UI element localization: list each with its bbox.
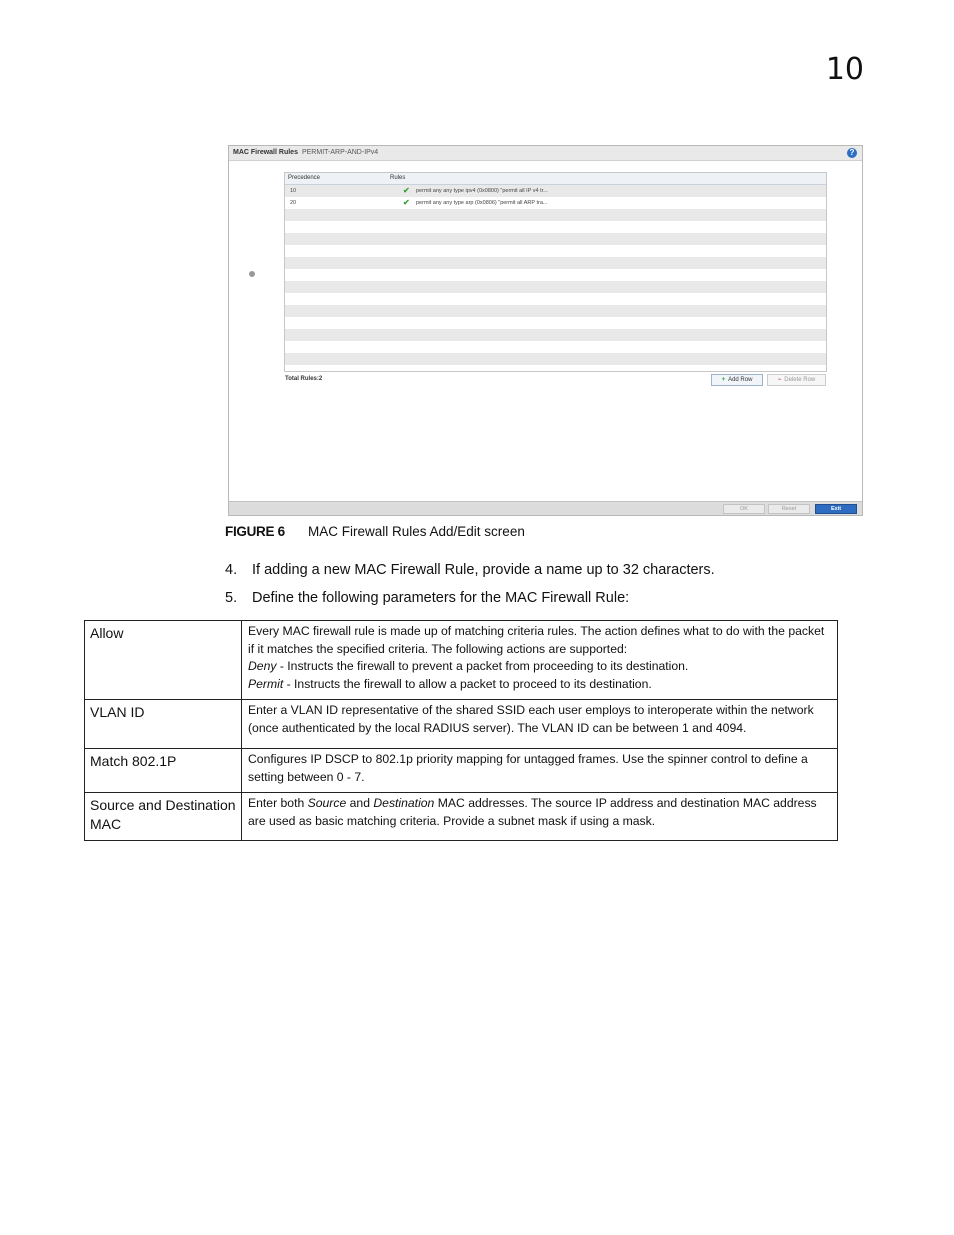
check-icon: ✔ — [403, 186, 410, 195]
desc-and: and — [346, 796, 374, 810]
empty-row — [285, 245, 826, 257]
empty-row — [285, 221, 826, 233]
desc-post: MAC addresses. The source IP address and destination MAC address are used as basic matching criteria. Provide a subnet mask if using a mask. — [248, 796, 817, 828]
status-dot-icon — [249, 271, 255, 277]
step-text-pre: If adding a new — [252, 562, 355, 578]
permit-line — [248, 676, 831, 694]
empty-row — [285, 353, 826, 365]
empty-row — [285, 329, 826, 341]
reset-button[interactable]: Reset — [768, 504, 810, 514]
permit-term: Permit — [248, 676, 284, 691]
empty-row — [285, 317, 826, 329]
source-term: Source — [307, 796, 347, 810]
plus-icon: + — [721, 377, 726, 383]
step-number: 5. — [225, 590, 238, 606]
figure-caption — [225, 524, 525, 539]
delete-row-label: Delete Row — [784, 377, 816, 383]
param-desc-main: Every MAC firewall rule is made up of matching criteria rules. The action defines what to do with the packet if it matches the specified criteria. The following actions are supported: — [248, 624, 825, 656]
table-row[interactable] — [285, 185, 826, 197]
deny-term: Deny — [248, 659, 277, 673]
empty-row — [285, 233, 826, 245]
empty-row — [285, 269, 826, 281]
figure-label: FIGURE 6 — [225, 524, 285, 539]
empty-row — [285, 341, 826, 353]
step-text — [252, 562, 715, 578]
rules-table-header — [285, 173, 826, 185]
rule-cell: permit any any type ipv4 (0x0800) "permit all IP v4 tr... — [416, 188, 548, 194]
add-row-button[interactable] — [711, 374, 763, 386]
figure-title: MAC Firewall Rules Add/Edit screen — [308, 524, 525, 539]
help-icon[interactable]: ? — [847, 148, 857, 158]
param-name: Match 802.1P — [85, 749, 242, 793]
minus-icon: − — [777, 377, 782, 383]
parameters-table — [84, 620, 838, 841]
table-row — [85, 793, 838, 841]
permit-text: - Instructs the firewall to allow a packet to proceed to its destination. — [283, 676, 652, 691]
ok-button[interactable]: OK — [723, 504, 765, 514]
destination-term: Destination — [373, 796, 435, 810]
screen-title: MAC Firewall Rules — [233, 149, 298, 156]
check-icon: ✔ — [403, 198, 410, 207]
deny-text: - Instructs the firewall to prevent a packet from proceeding to its destination. — [276, 659, 689, 673]
table-row — [85, 700, 838, 749]
screen-header — [229, 146, 862, 161]
screen-footer — [229, 501, 862, 515]
chapter-number: 10 — [825, 52, 864, 87]
param-description — [242, 793, 838, 841]
empty-row — [285, 209, 826, 221]
deny-line — [248, 658, 831, 676]
step-text-term: MAC Firewall Rule, — [354, 562, 479, 578]
empty-row — [285, 293, 826, 305]
precedence-cell: 10 — [290, 188, 297, 194]
mac-firewall-rules-screenshot — [228, 145, 863, 516]
param-description: Configures IP DSCP to 802.1p priority mapping for untagged frames. Use the spinner control to define a setting between 0 - 7. — [242, 749, 838, 793]
add-row-label: Add Row — [728, 377, 753, 383]
desc-pre: Enter both — [248, 796, 308, 810]
param-description: Enter a VLAN ID representative of the shared SSID each user employs to interoperate within the network (once authenticated by the local RADIUS server). The VLAN ID can be between 1 and 4094. — [242, 700, 838, 749]
table-row — [85, 621, 838, 700]
step-text: Define the following parameters for the MAC Firewall Rule: — [252, 590, 630, 606]
column-rules[interactable]: Rules — [390, 175, 406, 181]
param-name: VLAN ID — [85, 700, 242, 749]
policy-name: PERMIT-ARP-AND-IPv4 — [301, 149, 379, 156]
rule-cell: permit any any type arp (0x0806) "permit all ARP tra... — [416, 200, 548, 206]
param-description — [242, 621, 838, 700]
param-name: Allow — [85, 621, 242, 700]
delete-row-button[interactable] — [767, 374, 826, 386]
step-number: 4. — [225, 562, 238, 578]
total-rules: Total Rules:2 — [285, 376, 323, 382]
precedence-cell: 20 — [290, 200, 297, 206]
param-name: Source and Destination MAC — [85, 793, 242, 841]
step-text-post: provide a name up to 32 characters. — [478, 562, 715, 578]
table-row[interactable] — [285, 197, 826, 209]
rules-table — [284, 172, 827, 372]
empty-row — [285, 257, 826, 269]
empty-row — [285, 281, 826, 293]
column-precedence[interactable]: Precedence — [288, 175, 321, 181]
empty-row — [285, 305, 826, 317]
rules-table-body — [285, 185, 826, 365]
exit-button[interactable]: Exit — [815, 504, 857, 514]
table-row — [85, 749, 838, 793]
